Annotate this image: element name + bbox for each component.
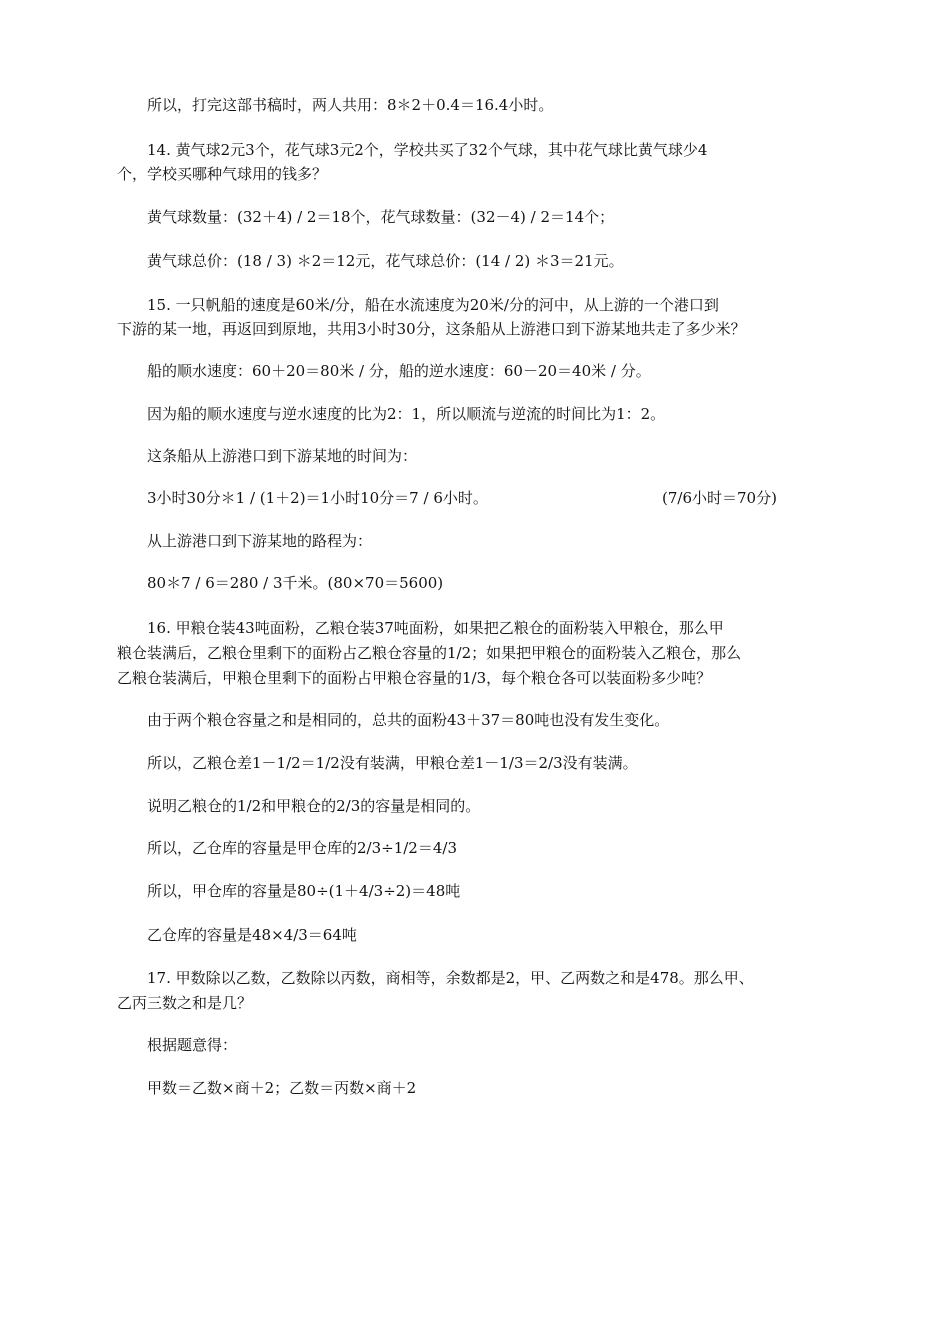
question-15: 15. 一只帆船的速度是60米/分，船在水流速度为20米/分的河中，从上游的一个港口到 [147,296,719,314]
text-line: 根据题意得： [147,1036,238,1054]
question-15-cont: 下游的某一地，再返回到原地，共用3小时30分，这条船从上游港口到下游某地共走了多少米？ [117,320,746,338]
text-line: 由于两个粮仓容量之和是相同的，总共的面粉43＋37＝80吨也没有发生变化。 [147,711,670,729]
text-line: 甲数＝乙数×商＋2；乙数＝丙数×商＋2 [147,1079,417,1097]
text-line: 黄气球总价：(18 / 3) ＊2＝12元，花气球总价：(14 / 2) ＊3＝21元。 [147,252,624,270]
text-line: 所以，甲仓库的容量是80÷(1＋4/3÷2)＝48吨 [147,882,461,900]
text-line: 乙仓库的容量是48×4/3＝64吨 [147,926,357,944]
text-line: 从上游港口到下游某地的路程为： [147,532,373,550]
question-17: 17. 甲数除以乙数，乙数除以丙数，商相等，余数都是2，甲、乙两数之和是478。那么甲、 [147,969,754,987]
text-line: 80＊7 / 6＝280 / 3千米。(80×70＝5600) [147,574,444,592]
question-16-cont: 乙粮仓装满后，甲粮仓里剩下的面粉占甲粮仓容量的1/3，每个粮仓各可以装面粉多少吨？ [117,669,712,687]
question-14-cont: 个，学校买哪种气球用的钱多？ [117,165,328,183]
question-17-cont: 乙丙三数之和是几？ [117,994,253,1012]
text-line: 所以，乙粮仓差1－1/2＝1/2没有装满，甲粮仓差1－1/3＝2/3没有装满。 [147,754,638,772]
question-16: 16. 甲粮仓装43吨面粉，乙粮仓装37吨面粉，如果把乙粮仓的面粉装入甲粮仓，那么甲 [147,619,724,637]
side-note: (7/6小时＝70分) [662,489,777,507]
text-line: 这条船从上游港口到下游某地的时间为： [147,447,418,465]
text-line: 黄气球数量：(32＋4) / 2＝18个，花气球数量：(32－4) / 2＝14个； [147,208,615,226]
text-line: 所以，打完这部书稿时，两人共用：8＊2＋0.4＝16.4小时。 [147,96,554,114]
text-line: 因为船的顺水速度与逆水速度的比为2：1，所以顺流与逆流的时间比为1：2。 [147,405,666,423]
text-line: 船的顺水速度：60＋20＝80米 / 分，船的逆水速度：60－20＝40米 / 分。 [147,362,651,380]
text-line: 3小时30分＊1 / (1＋2)＝1小时10分＝7 / 6小时。 [147,489,488,507]
question-16-cont: 粮仓装满后，乙粮仓里剩下的面粉占乙粮仓容量的1/2；如果把甲粮仓的面粉装入乙粮仓，那么 [117,644,742,662]
question-14: 14. 黄气球2元3个，花气球3元2个，学校共买了32个气球，其中花气球比黄气球少4 [147,141,708,159]
text-line: 所以，乙仓库的容量是甲仓库的2/3÷1/2＝4/3 [147,839,457,857]
text-line: 说明乙粮仓的1/2和甲粮仓的2/3的容量是相同的。 [147,797,481,815]
